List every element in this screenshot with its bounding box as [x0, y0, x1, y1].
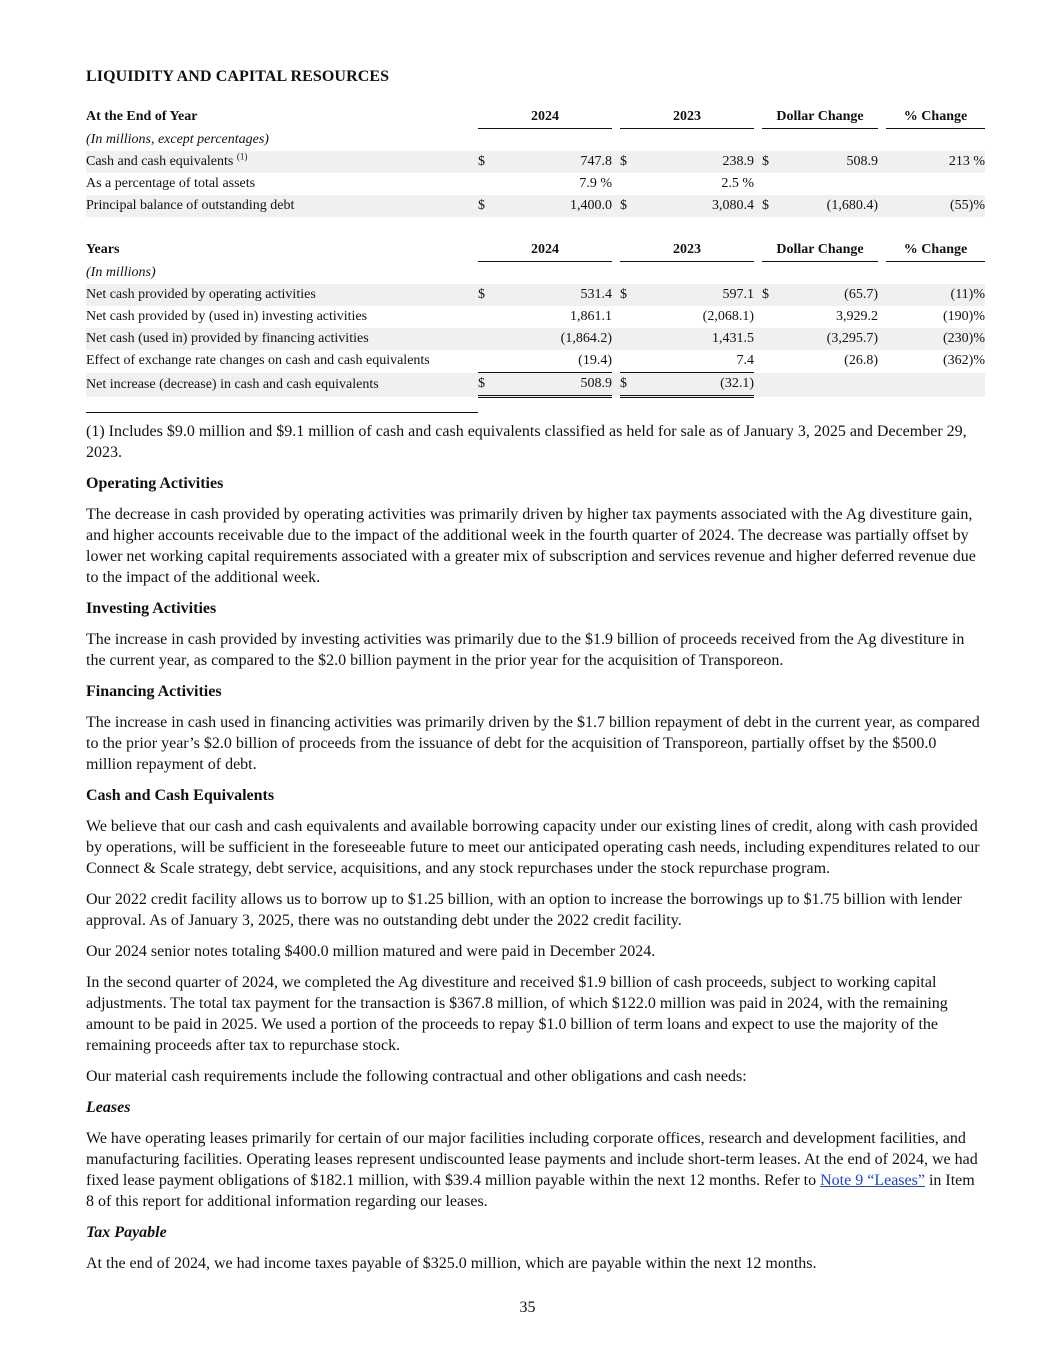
table-row: Effect of exchange rate changes on cash and cash equivalents (19.4) 7.4 (26.8) (362)%: [86, 353, 985, 369]
table-header-row: Years 2024 2023 Dollar Change % Change: [86, 239, 985, 262]
footnote: (1) Includes $9.0 million and $9.1 million of cash and cash equivalents classified as held for sale as of January 3, 2025 and December 29, 2023.: [86, 423, 967, 461]
section-heading-investing: Investing Activities: [86, 600, 217, 617]
unit-note: (In millions): [86, 265, 156, 280]
table-row: Net cash provided by operating activities $ 531.4 $ 597.1 $ (65.7) (11)%: [86, 284, 985, 306]
paragraph-operating: The decrease in cash provided by operating activities was primarily driven by higher tax payments associated with the Ag divestiture gain, and higher accounts receivable due to the impact of the additional week in the fourth quarter of 2024. The decrease was partially offset by lower net working capital requirements associated with a greater mix of subscription and services revenue and higher deferred revenue due to the impact of the additional week.: [86, 506, 976, 586]
note-9-leases-link[interactable]: Note 9 “Leases”: [820, 1172, 925, 1189]
table-row-total: Net increase (decrease) in cash and cash equivalents $ 508.9 $ (32.1): [86, 373, 985, 397]
paragraph-cash-4: In the second quarter of 2024, we completed the Ag divestiture and received $1.9 billion of cash proceeds, subject to working capital adjustments. The total tax payment for the transaction is $367.8 million, of which $122.0 million was paid in 2024, with the remaining amount to be paid in 2025. We used a portion of the proceeds to repay $1.0 billion of term loans and expect to use the majority of the remaining proceeds after tax to repurchase stock.: [86, 974, 948, 1054]
paragraph-investing: The increase in cash provided by investing activities was primarily due to the $1.9 billion of proceeds received from the Ag divestiture in the current year, as compared to the $2.0 billion payment in the prior year for the acquisition of Transporeon.: [86, 631, 965, 669]
page-title: LIQUIDITY AND CAPITAL RESOURCES: [86, 68, 390, 85]
paragraph-cash-5: Our material cash requirements include the following contractual and other obligations and cash needs:: [86, 1068, 747, 1085]
paragraph-cash-1: We believe that our cash and cash equivalents and available borrowing capacity under our existing lines of credit, along with cash provided by operations, will be sufficient in the foreseeable future to meet our anticipated operating cash needs, including expenditures related to our Connect & Scale strategy, debt service, acquisitions, and any stock repurchases under the stock repurchase program.: [86, 818, 980, 877]
paragraph-cash-2: Our 2022 credit facility allows us to borrow up to $1.25 billion, with an option to increase the borrowings up to $1.75 billion with lender approval. As of January 3, 2025, there was no outstanding debt under the 2022 credit facility.: [86, 891, 962, 929]
footnote-divider: [86, 412, 478, 413]
section-heading-tax: Tax Payable: [86, 1224, 167, 1241]
unit-note: (In millions, except percentages): [86, 132, 269, 147]
table-row: Net cash provided by (used in) investing activities 1,861.1 (2,068.1) 3,929.2 (190)%: [86, 309, 985, 324]
table-header-row: At the End of Year 2024 2023 Dollar Change % Change: [86, 106, 985, 129]
paragraph-leases: We have operating leases primarily for certain of our major facilities including corporate offices, research and development facilities, and manufacturing facilities. Operating leases represent undiscounted lease payments and include short-term leases. At the end of 2024, we had fixed lease payment obligations of $182.1 million, with $39.4 million payable within the next 12 months. Refer to Note 9 “Leases” in Item 8 of this report for additional information regarding our leases.: [86, 1130, 978, 1210]
balance-table: [86, 106, 985, 398]
document-page: [86, 68, 985, 1284]
table-row: As a percentage of total assets 7.9 % 2.5 %: [86, 176, 754, 191]
table-row: Net cash (used in) provided by financing activities (1,864.2) 1,431.5 (3,295.7) (230)%: [86, 328, 985, 350]
table-row: Cash and cash equivalents $^{(1)}$ $ 747.8 $ 238.9 $ 508.9 213 %: [86, 151, 985, 173]
paragraph-financing: The increase in cash used in financing activities was primarily driven by the $1.7 billion repayment of debt in the current year, as compared to the prior year’s $2.0 billion of proceeds from the issuance of debt for the acquisition of Transporeon, partially offset by the $500.0 million repayment of debt.: [86, 714, 980, 773]
paragraph-cash-3: Our 2024 senior notes totaling $400.0 million matured and were paid in December 2024.: [86, 943, 656, 960]
section-heading-cash: Cash and Cash Equivalents: [86, 787, 275, 804]
section-heading-leases: Leases: [86, 1099, 131, 1116]
table-row: Principal balance of outstanding debt $ 1,400.0 $ 3,080.4 $ (1,680.4) (55)%: [86, 195, 985, 217]
paragraph-tax: At the end of 2024, we had income taxes payable of $325.0 million, which are payable within the next 12 months.: [86, 1255, 817, 1272]
section-heading-financing: Financing Activities: [86, 683, 222, 700]
page-number: 35: [519, 1299, 536, 1316]
section-heading-operating: Operating Activities: [86, 475, 224, 492]
